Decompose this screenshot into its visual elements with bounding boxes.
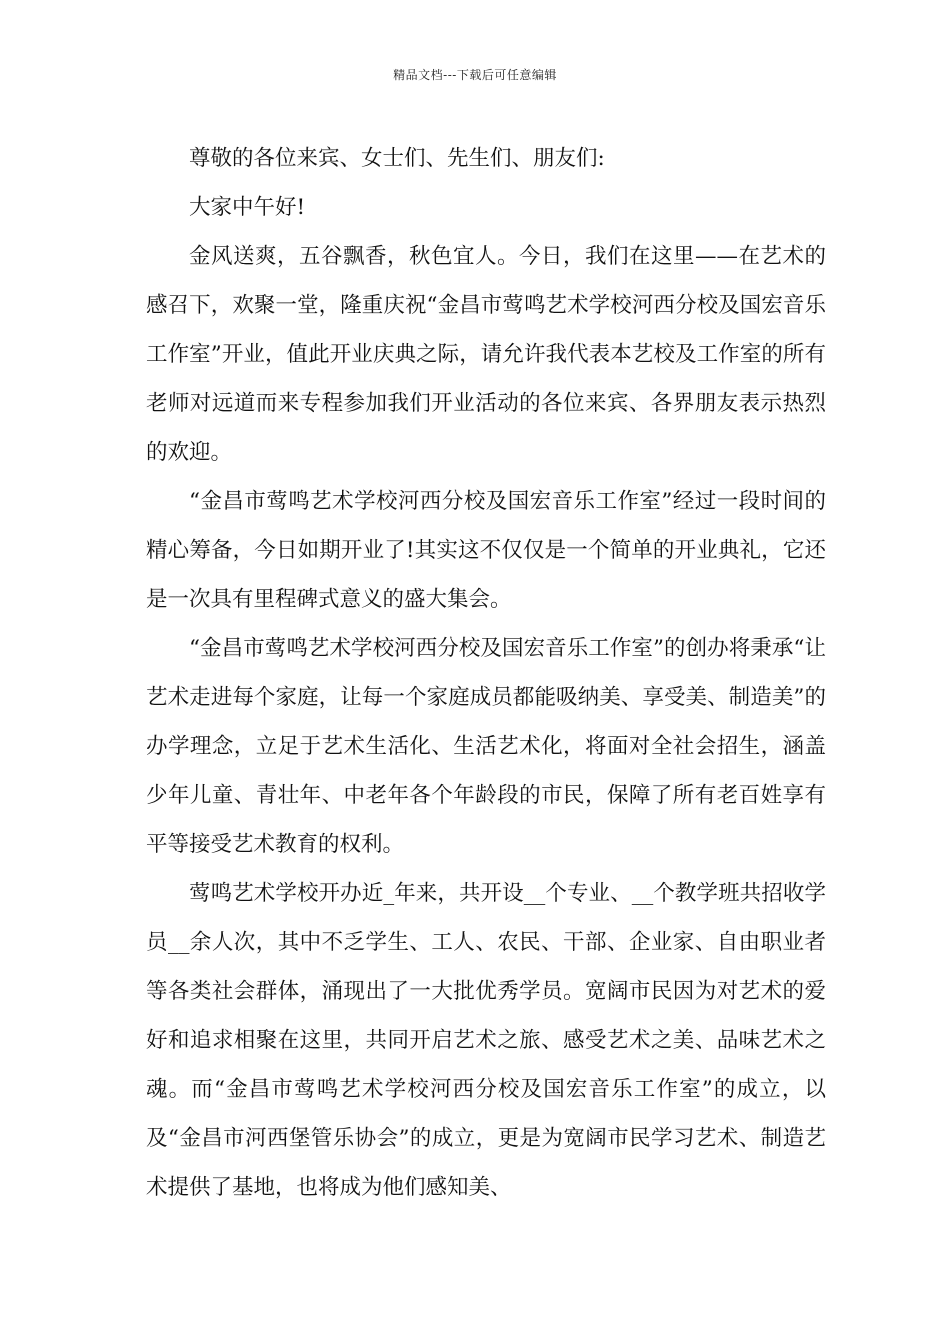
greeting: 大家中午好! xyxy=(189,195,306,220)
paragraph-opening: 金风送爽，五谷飘香，秋色宜人。今日，我们在这里——在艺术的感召下，欢聚一堂，隆重庆祝“金昌市莺鸣艺术学校河西分校及国宏音乐工作室”开业，值此开业庆典之际，请允许我代表本艺校及工作室的所有老师对远道而来专程参加我们开业活动的各位来宾、各界朋友表示热烈的欢迎。 xyxy=(146,244,826,465)
page-header: 精品文档---下载后可任意编辑 xyxy=(393,68,557,82)
paragraph-opening-ceremony: “金昌市莺鸣艺术学校河西分校及国宏音乐工作室”经过一段时间的精心筹备，今日如期开业了!其实这不仅仅是一个简单的开业典礼，它还是一次具有里程碑式意义的盛大集会。 xyxy=(146,489,826,612)
salutation: 尊敬的各位来宾、女士们、先生们、朋友们: xyxy=(189,146,605,171)
paragraph-philosophy: “金昌市莺鸣艺术学校河西分校及国宏音乐工作室”的创办将秉承“让艺术走进每个家庭，让每一个家庭成员都能吸纳美、享受美、制造美”的办学理念，立足于艺术生活化、生活艺术化，将面对全社会招生，涵盖少年儿童、青壮年、中老年各个年龄段的市民，保障了所有老百姓享有平等接受艺术教育的权利。 xyxy=(146,636,826,857)
document-body xyxy=(146,134,826,1212)
paragraph-history: 莺鸣艺术学校开办近_年来，共开设__个专业、__个教学班共招收学员__余人次，其中不乏学生、工人、农民、干部、企业家、自由职业者等各类社会群体，涌现出了一大批优秀学员。宽阔市民因为对艺术的爱好和追求相聚在这里，共同开启艺术之旅、感受艺术之美、品味艺术之魂。而“金昌市莺鸣艺术学校河西分校及国宏音乐工作室”的成立，以及“金昌市河西堡管乐协会”的成立，更是为宽阔市民学习艺术、制造艺术提供了基地，也将成为他们感知美、 xyxy=(146,881,826,1200)
